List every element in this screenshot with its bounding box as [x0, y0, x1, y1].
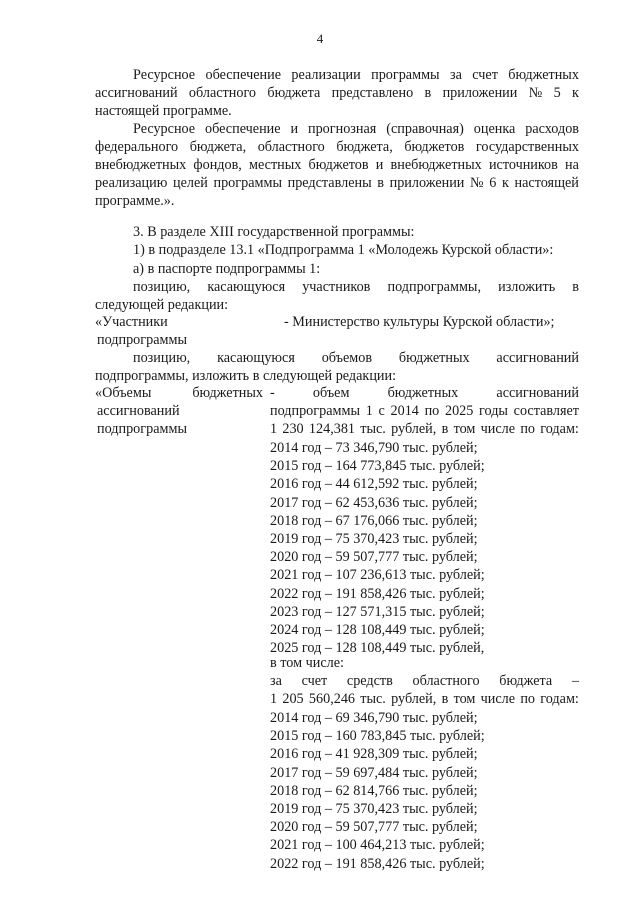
word: областного [257, 139, 325, 155]
word: касающуюся [217, 350, 295, 366]
word: бюджетов [404, 139, 465, 155]
word: том [453, 691, 476, 707]
word: бюджета [267, 85, 321, 101]
year-total-line: 2025 год – 128 108,449 тыс. рублей, [270, 640, 485, 657]
year-total-line: 2015 год – 164 773,845 тыс. рублей; [270, 458, 485, 475]
word: бюджетов [308, 157, 369, 173]
word: бюджетных [192, 385, 263, 401]
paragraph-1-line-2 [95, 85, 579, 101]
word: и [290, 121, 299, 137]
word: 560,246 [308, 691, 356, 707]
word: ассигнований [95, 85, 178, 101]
word: позицию, [133, 279, 191, 295]
word: к [501, 175, 509, 191]
word: тыс. [360, 691, 386, 707]
word: 2014 [390, 403, 419, 419]
year-regional-line: 2022 год – 191 858,426 тыс. рублей; [270, 855, 485, 872]
word: № [470, 175, 484, 191]
paragraph-2-line-1 [133, 121, 579, 137]
word: ассигнований [496, 385, 579, 401]
word: в [377, 175, 384, 191]
page-number: 4 [316, 31, 324, 46]
word: реализацию [95, 175, 168, 191]
year-total-line: 2018 год – 67 176,066 тыс. рублей; [270, 512, 478, 529]
word: прогнозная [308, 121, 377, 137]
word: подпрограммы [270, 403, 360, 419]
regional-text-line-2 [270, 691, 579, 707]
word: подпрограммы, [387, 279, 482, 295]
word: федерального [95, 139, 179, 155]
word: приложении [389, 175, 465, 191]
word: рублей, [391, 421, 437, 437]
volumes-text-line-2 [270, 403, 579, 419]
paragraph-2-line-2 [95, 139, 579, 155]
year-regional-line: 2019 год – 75 370,423 тыс. рублей; [270, 801, 478, 817]
year-total-line: 2023 год – 127 571,315 тыс. рублей; [270, 603, 485, 620]
word: бюджета, [336, 139, 393, 155]
word: расходов [525, 121, 579, 137]
year-regional-line: 2018 год – 62 814,766 тыс. рублей; [270, 782, 478, 799]
year-regional-line: 2016 год – 41 928,309 тыс. рублей; [270, 746, 478, 763]
word: внебюджетных [95, 157, 187, 173]
word: объемов [321, 350, 373, 366]
word: Ресурсное [133, 67, 196, 83]
word: том [453, 421, 476, 437]
volumes-label-line-3: подпрограммы [97, 421, 187, 437]
paragraph-2-line-5: программе.». [95, 193, 175, 209]
word: годам: [540, 421, 579, 437]
word: фондов, [193, 157, 242, 173]
word: обеспечение [205, 121, 281, 137]
paragraph-1-line-1 [133, 67, 579, 83]
word: оценка [473, 121, 516, 137]
year-total-line: 2016 год – 44 612,592 тыс. рублей; [270, 476, 478, 493]
word: обеспечение [205, 67, 282, 83]
year-regional-line: 2021 год – 100 464,213 тыс. рублей; [270, 837, 485, 854]
volumes-intro-line-2: подпрограммы, изложить в следующей редакции: [95, 368, 397, 384]
word: 205 [282, 691, 304, 707]
word: в [572, 279, 579, 295]
paragraph-2-line-4 [95, 175, 579, 191]
word: по [520, 691, 536, 707]
word: бюджетных [508, 67, 579, 83]
word: средств [346, 673, 393, 689]
participants-label-line-2: подпрограммы [97, 332, 187, 348]
word: - [270, 385, 275, 401]
volumes-text-line-3 [270, 421, 579, 437]
word: на [565, 157, 579, 173]
word: рублей, [391, 691, 437, 707]
word: представлены [287, 175, 372, 191]
word: в [441, 691, 449, 707]
year-regional-line: 2014 год – 69 346,790 тыс. рублей; [270, 710, 478, 726]
word: целей [173, 175, 208, 191]
word: объем [312, 385, 350, 401]
word: 124,381 [308, 421, 356, 437]
word: ассигнований [496, 350, 579, 366]
word: № [528, 85, 543, 101]
word: местных [249, 157, 302, 173]
section-heading: 3. В разделе XIII государственной программы: [133, 224, 415, 240]
word: государственных [475, 139, 579, 155]
paragraph-1-line-3: настоящей программе. [95, 103, 232, 119]
word: настоящей [514, 175, 579, 191]
word: 5 [553, 85, 561, 101]
word: Ресурсное [133, 121, 196, 137]
word: представлено [331, 85, 414, 101]
year-regional-line: 2015 год – 160 783,845 тыс. рублей; [270, 728, 485, 745]
participants-value: - Министерство культуры Курской области»; [284, 314, 555, 330]
word: по [424, 403, 440, 419]
word: позицию, [133, 350, 191, 366]
word: тыс. [360, 421, 386, 437]
word: 1 [270, 421, 278, 437]
word: касающуюся [207, 279, 286, 295]
year-total-line: 2024 год – 128 108,449 тыс. рублей; [270, 622, 485, 638]
word: 6 [489, 175, 497, 191]
word: бюджетных [398, 350, 470, 366]
word: за [449, 67, 462, 83]
word: бюджета [499, 673, 553, 689]
word: приложении [442, 85, 518, 101]
word: с [378, 403, 385, 419]
word: счет [301, 673, 328, 689]
volumes-label-line-1 [95, 385, 263, 401]
word: программы [213, 175, 282, 191]
item-a: а) в паспорте подпрограммы 1: [133, 261, 321, 277]
participants-label-line-1: «Участники [95, 314, 168, 330]
year-total-line: 2019 год – 75 370,423 тыс. рублей; [270, 531, 478, 547]
word: в [424, 85, 432, 101]
volumes-intro-line-1 [133, 350, 579, 366]
word: в [441, 421, 449, 437]
word: областного [188, 85, 257, 101]
word: и [375, 157, 384, 173]
word: областного [412, 673, 480, 689]
including-label: в том числе: [270, 655, 344, 671]
word: годам: [540, 691, 579, 707]
word: участников [302, 279, 371, 295]
word: изложить [498, 279, 556, 295]
participants-intro-line-2: следующей редакции: [95, 297, 229, 313]
word: по [520, 421, 536, 437]
word: 1 [270, 691, 278, 707]
regional-text-line-1 [270, 673, 579, 689]
item-1: 1) в подразделе 13.1 «Подпрограмма 1 «Молодежь Курской области»: [133, 242, 554, 258]
year-regional-line: 2017 год – 59 697,484 тыс. рублей; [270, 764, 478, 781]
word: программы [371, 67, 440, 83]
word: внебюджетных [390, 157, 482, 173]
word: 2025 [444, 403, 474, 419]
word: годы [479, 403, 508, 419]
participants-intro-line-1 [133, 279, 579, 295]
word: 230 [282, 421, 304, 437]
year-total-line: 2014 год – 73 346,790 тыс. рублей; [270, 440, 478, 456]
word: «Объемы [95, 385, 152, 401]
volumes-label-line-2: ассигнований [97, 403, 180, 419]
paragraph-2-line-3 [95, 157, 579, 173]
year-total-line: 2022 год – 191 858,426 тыс. рублей; [270, 585, 485, 602]
word: – [571, 673, 579, 689]
year-total-line: 2017 год – 62 453,636 тыс. рублей; [270, 494, 478, 511]
word: 1 [365, 403, 373, 419]
word: (справочная) [386, 121, 464, 137]
word: числе [480, 691, 516, 707]
word: бюджетных [387, 385, 459, 401]
word: составляет [513, 403, 579, 419]
word: бюджета, [189, 139, 247, 155]
word: счет [472, 67, 498, 83]
word: источников [488, 157, 558, 173]
word: числе [480, 421, 516, 437]
word: к [572, 85, 579, 101]
word: за [270, 673, 282, 689]
volumes-text-line-1 [270, 385, 579, 401]
word: реализации [291, 67, 361, 83]
year-regional-line: 2020 год – 59 507,777 тыс. рублей; [270, 819, 478, 836]
year-total-line: 2021 год – 107 236,613 тыс. рублей; [270, 567, 485, 584]
year-total-line: 2020 год – 59 507,777 тыс. рублей; [270, 549, 478, 566]
